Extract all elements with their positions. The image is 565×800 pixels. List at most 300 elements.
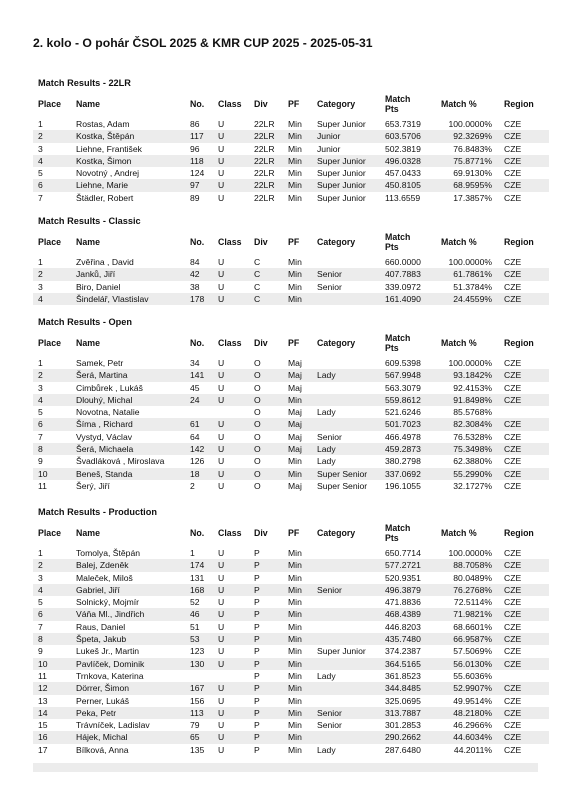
cell-div: P [254,731,288,743]
cell-pct: 100.0000% [448,257,492,267]
table-row [33,382,549,394]
cell-no: 64 [190,431,200,442]
cell-pf: Min [288,621,302,632]
cell-region: CZE [504,192,522,203]
cell-pts: 380.2798 [385,456,421,467]
cell-category [317,382,385,394]
cell-no: 89 [190,192,200,203]
cell-class: U [218,646,225,657]
cell-pf: Min [288,695,302,706]
cell-div: O [254,382,261,393]
cell-name: Dörrer, Šimon [76,682,190,694]
cell-no: 124 [190,168,205,179]
cell-region: CZE [504,548,522,558]
cell-pct: 48.2180% [441,707,498,719]
cell-region: CZE [498,443,549,455]
cell-place: 14 [33,707,76,719]
cell-place: 1 [38,358,43,368]
cell-place: 3 [38,281,43,292]
cell-no: 38 [190,281,200,292]
cell-category: Lady [317,670,336,681]
cell-region: CZE [504,695,522,706]
table-row [33,155,549,167]
header-pct: Match % [441,338,477,348]
cell-region: CZE [498,418,549,430]
cell-name: Šindelář, Vlastislav [76,293,190,305]
cell-class: U [218,548,225,558]
table-row [33,633,549,645]
section-22lr [33,77,538,204]
cell-category: Super Junior [317,179,385,191]
cell-class: U [218,559,254,571]
cell-category: Senior [317,720,342,731]
cell-class: U [218,744,225,755]
cell-pts: 407.7883 [385,268,441,280]
cell-pct: 32.1727% [453,480,492,491]
cell-class: U [218,192,225,203]
cell-pts: 567.9948 [385,369,441,381]
table-row [33,406,549,418]
cell-category [317,731,385,743]
section-classic [33,215,538,305]
cell-pct: 61.7861% [441,268,498,280]
table-row [33,369,549,381]
cell-class: U [218,281,225,292]
cell-class: U [218,257,225,267]
header-row [33,90,549,118]
header-div: Div [254,99,268,109]
cell-pts: 287.6480 [385,744,421,755]
cell-div: P [254,695,260,706]
cell-div: O [254,418,288,430]
cell-div: P [254,559,288,571]
cell-no: 52 [190,597,200,608]
cell-place: 15 [38,720,48,731]
table-row [33,682,549,694]
cell-pf: Maj [288,480,302,491]
cell-pct: 88.7058% [441,559,498,571]
cell-class: U [218,382,225,393]
cell-pf: Min [288,572,302,583]
cell-class: U [218,731,254,743]
cell-name: Novotný , Andrej [76,168,140,179]
cell-div: P [254,707,288,719]
cell-name: Samek, Petr [76,358,124,368]
cell-region: CZE [504,597,522,608]
header-name: Name [76,237,100,247]
cell-pf: Min [288,646,302,657]
cell-category [317,256,385,268]
cell-pf: Min [288,268,317,280]
cell-region: CZE [498,293,549,305]
cell-class: U [218,597,225,608]
cell-category: Super Junior [317,192,366,203]
cell-region: CZE [498,731,549,743]
header-div: Div [254,237,268,247]
table-row [33,621,549,633]
cell-place: 9 [38,456,43,467]
cell-region: CZE [498,633,549,645]
cell-class [218,406,254,418]
table-row [33,572,549,584]
cell-no: 79 [190,720,200,731]
cell-region: CZE [498,394,549,406]
cell-no: 42 [190,268,218,280]
cell-div: 22LR [254,130,288,142]
cell-pf: Maj [288,443,317,455]
table-row [33,256,549,268]
cell-pts: 344.8485 [385,682,441,694]
cell-region: CZE [504,281,522,292]
cell-name: Lukeš Jr., Martin [76,646,140,657]
cell-no: 142 [190,443,218,455]
cell-div: C [254,293,288,305]
cell-div: P [254,621,260,632]
cell-div: C [254,281,261,292]
table-row [33,707,549,719]
cell-region: CZE [498,179,549,191]
cell-div: P [254,584,288,596]
table-row [33,394,549,406]
cell-pct: 56.0130% [441,658,498,670]
cell-class: U [218,480,225,491]
cell-region: CZE [498,608,549,620]
cell-class: U [218,431,225,442]
cell-name: Trávníček, Ladislav [76,720,150,731]
cell-name: Bílková, Anna [76,744,129,755]
cell-place: 3 [38,572,43,583]
cell-no: 131 [190,572,205,583]
cell-place: 11 [38,480,47,491]
cell-class: U [218,418,254,430]
cell-category: Senior [317,584,385,596]
cell-pts: 325.0695 [385,695,421,706]
cell-pts: 559.8612 [385,394,441,406]
cell-pf: Min [288,707,317,719]
cell-no: 141 [190,369,218,381]
cell-category: Junior [317,130,385,142]
cell-category: Super Senior [317,480,368,491]
cell-div: P [254,548,260,558]
cell-pct: 69.9130% [453,168,492,179]
cell-pts: 457.0433 [385,168,421,179]
cell-pf: Min [288,130,317,142]
cell-region: CZE [504,456,522,467]
header-region: Region [504,338,534,348]
table-row [33,731,549,743]
cell-place: 1 [38,257,43,267]
cell-region: CZE [504,257,522,267]
cell-div: P [254,608,288,620]
cell-region: CZE [498,130,549,142]
cell-pf: Min [288,720,302,731]
cell-category: Junior [317,143,341,154]
cell-class: U [218,369,254,381]
cell-no: 96 [190,143,200,154]
cell-name: Gabriel, Jiří [76,584,190,596]
cell-pts: 496.3879 [385,584,441,596]
cell-pf: Min [288,119,302,129]
cell-class: U [218,572,225,583]
cell-name: Vystyd, Václav [76,431,133,442]
cell-pct: 55.2990% [441,468,498,480]
cell-pts: 650.7714 [385,548,421,558]
header-name: Name [76,528,100,538]
cell-place: 5 [38,597,43,608]
cell-div: P [254,597,260,608]
header-class: Class [218,338,242,348]
cell-div: P [254,658,288,670]
results-table [33,90,549,204]
cell-category [317,357,385,369]
cell-place: 7 [38,431,43,442]
cell-class: U [218,143,225,154]
cell-pts: 301.2853 [385,720,421,731]
cell-name: Váňa Ml., Jindřich [76,608,190,620]
cell-category: Lady [317,369,385,381]
cell-no: 97 [190,179,218,191]
cell-name: Švadláková , Miroslava [76,456,165,467]
cell-name: Trnkova, Katerina [76,670,144,681]
header-class: Class [218,237,242,247]
cell-pts: 563.3079 [385,382,421,393]
cell-class: U [218,456,225,467]
cell-pts: 577.2721 [385,559,441,571]
cell-div: O [254,431,261,442]
cell-name: Janků, Jiří [76,268,190,280]
cell-pct: 52.9907% [441,682,498,694]
cell-pts: 471.8836 [385,597,421,608]
header-row [33,329,549,357]
cell-name: Solnický, Mojmír [76,597,140,608]
cell-name: Šíma , Richard [76,418,190,430]
cell-pct: 62.3880% [453,456,492,467]
cell-pf: Min [288,670,302,681]
cell-class: U [218,130,254,142]
cell-pts: 459.2873 [385,443,441,455]
cell-div: 22LR [254,119,275,129]
cell-region: CZE [504,358,522,368]
header-name: Name [76,99,100,109]
cell-class: U [218,443,254,455]
cell-region: CZE [498,584,549,596]
cell-place: 4 [33,155,76,167]
header-no: No. [190,528,205,538]
cell-pct: 44.2011% [453,744,492,755]
cell-pct: 57.5069% [453,646,492,657]
cell-pf: Min [288,168,302,179]
cell-place: 2 [33,369,76,381]
cell-pct: 44.6034% [441,731,498,743]
table-row [33,670,549,682]
cell-pts: 450.8105 [385,179,441,191]
cell-category [317,682,385,694]
cell-name: Pavlíček, Dominik [76,658,190,670]
table-row [33,179,549,191]
header-region: Region [504,237,534,247]
cell-region: CZE [504,744,522,755]
cell-pct: 71.9821% [441,608,498,620]
cell-category: Super Junior [317,646,366,657]
cell-no: 24 [190,394,218,406]
header-no: No. [190,99,205,109]
cell-no: 65 [190,731,218,743]
cell-div: 22LR [254,192,275,203]
cell-pf: Maj [288,418,317,430]
cell-pct: 17.3857% [453,192,492,203]
cell-name: Šerá, Michaela [76,443,190,455]
cell-class: U [218,168,225,179]
table-row [33,281,549,293]
cell-place: 17 [38,744,48,755]
cell-place: 2 [33,130,76,142]
table-row [33,719,549,731]
cell-class: U [218,584,254,596]
cell-pct: 68.6601% [453,621,492,632]
cell-pf: Min [288,281,302,292]
cell-pct: 72.5114% [453,597,492,608]
cell-category: Senior [317,707,385,719]
cell-div: 22LR [254,168,275,179]
cell-no: 1 [190,548,195,558]
cell-pct: 75.8771% [441,155,498,167]
cell-pts: 501.7023 [385,418,441,430]
cell-region: CZE [498,268,549,280]
cell-name: Tomolya, Štěpán [76,548,141,558]
header-category: Category [317,528,356,538]
cell-div: P [254,720,260,731]
cell-no: 135 [190,744,205,755]
cell-name: Dlouhý, Michal [76,394,190,406]
cell-category: Lady [317,744,336,755]
cell-place: 5 [38,407,43,418]
cell-pf: Min [288,682,317,694]
cell-pts: 337.0692 [385,468,441,480]
cell-class: U [218,155,254,167]
header-pts: Match Pts [385,523,411,543]
section-production [33,506,538,756]
cell-pf: Min [288,394,317,406]
cell-name: Peka, Petr [76,707,190,719]
cell-category: Senior [317,431,342,442]
cell-pct: 55.6036% [453,670,492,681]
cell-pf: Min [288,456,302,467]
cell-place: 1 [38,548,43,558]
header-place: Place [38,528,61,538]
cell-region: CZE [498,369,549,381]
cell-name: Perner, Lukáš [76,695,130,706]
cell-no: 130 [190,658,218,670]
table-row [33,608,549,620]
cell-region: CZE [504,646,522,657]
cell-place: 7 [38,621,43,632]
header-pct: Match % [441,99,477,109]
cell-class: U [218,358,225,368]
table-row [33,559,549,571]
cell-pts: 653.7319 [385,119,421,129]
cell-region: CZE [498,707,549,719]
header-category: Category [317,338,356,348]
cell-pct: 66.9587% [441,633,498,645]
cell-no: 156 [190,695,205,706]
cell-pf: Min [288,658,317,670]
table-row [33,744,549,756]
cell-no: 126 [190,456,205,467]
cell-category: Senior [317,281,342,292]
cell-name: Zvěřina , David [76,257,134,267]
cell-pts: 364.5165 [385,658,441,670]
cell-div: P [254,646,260,657]
cell-pct: 100.0000% [448,548,492,558]
cell-place: 6 [33,418,76,430]
cell-place: 8 [33,443,76,455]
cell-place: 7 [38,192,43,203]
cell-category [317,293,385,305]
table-row [33,293,549,305]
table-row [33,596,549,608]
table-row [33,357,549,369]
cell-pf: Maj [288,382,302,393]
cell-place: 11 [38,670,47,681]
cell-category: Super Senior [317,468,385,480]
header-name: Name [76,338,100,348]
table-row [33,143,549,155]
cell-pts: 374.2387 [385,646,421,657]
cell-pct: 49.9514% [453,695,492,706]
cell-div: 22LR [254,179,288,191]
cell-name: Liehne, Marie [76,179,190,191]
cell-class: U [218,394,254,406]
cell-pf: Min [288,633,317,645]
cell-region: CZE [498,468,549,480]
cell-place: 16 [33,731,76,743]
section-title: Match Results - 22LR [38,78,131,88]
cell-class: U [218,268,254,280]
table-row [33,443,549,455]
cell-no: 51 [190,621,200,632]
cell-category [317,547,385,559]
cell-pf: Min [288,192,302,203]
cell-region: CZE [498,559,549,571]
cell-no: 18 [190,468,218,480]
cell-place: 4 [33,394,76,406]
header-row [33,228,549,256]
section-open [33,316,538,492]
cell-no: 113 [190,707,218,719]
cell-category: Lady [317,443,385,455]
table-row [33,192,549,204]
cell-region: CZE [504,572,522,583]
cell-place: 12 [33,682,76,694]
cell-name: Novotna, Natalie [76,407,140,418]
cell-pts: 196.1055 [385,480,421,491]
cell-no: 2 [190,480,195,491]
cell-class: U [218,119,225,129]
page-title: 2. kolo - O pohár ČSOL 2025 & KMR CUP 2025 - 2025-05-31 [33,36,373,50]
cell-pct: 100.0000% [448,119,492,129]
cell-category [317,608,385,620]
footer-strip [33,763,538,772]
cell-name: Hájek, Michal [76,731,190,743]
header-pct: Match % [441,528,477,538]
cell-name: Kostka, Šimon [76,155,190,167]
results-table [33,519,549,756]
cell-pts: 313.7887 [385,707,441,719]
cell-region: CZE [498,155,549,167]
cell-div: O [254,394,288,406]
cell-pf: Maj [288,407,302,418]
table-row [33,130,549,142]
